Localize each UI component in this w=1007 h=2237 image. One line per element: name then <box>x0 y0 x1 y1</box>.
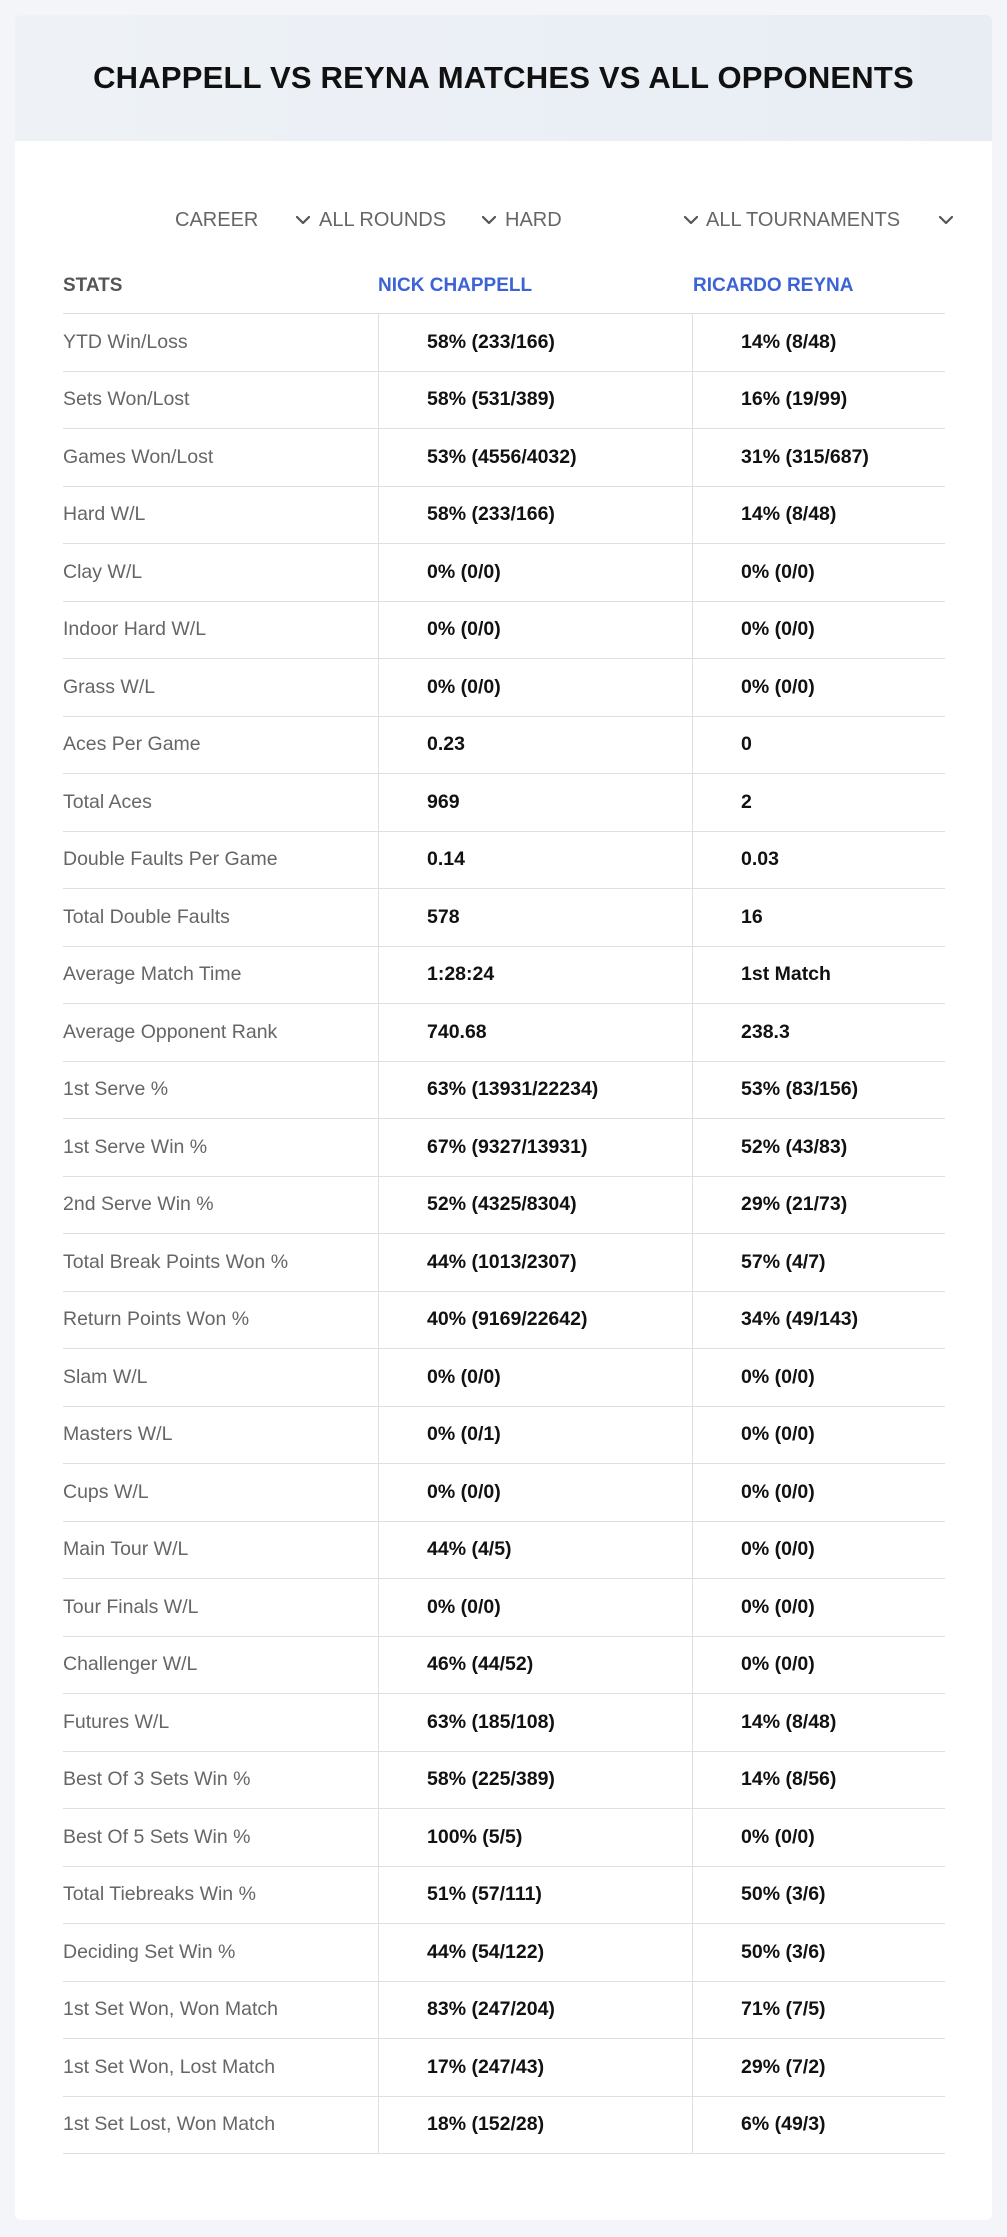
table-row <box>63 1982 945 2040</box>
player2-value: 238.3 <box>692 1004 945 1061</box>
player2-value: 6% (49/3) <box>692 2097 945 2154</box>
table-row <box>63 1752 945 1810</box>
player1-value: 58% (233/166) <box>378 314 692 371</box>
player1-value: 63% (185/108) <box>378 1694 692 1751</box>
stat-label: Best Of 5 Sets Win % <box>63 1825 251 1848</box>
stat-label: Masters W/L <box>63 1423 173 1446</box>
stat-label: YTD Win/Loss <box>63 330 188 353</box>
stat-label: 1st Set Won, Lost Match <box>63 2055 276 2078</box>
player2-value: 14% (8/56) <box>692 1752 945 1809</box>
stat-label: Return Points Won % <box>63 1308 250 1331</box>
player2-value: 34% (49/143) <box>692 1292 945 1349</box>
tournaments-select[interactable] <box>706 202 956 238</box>
stat-label: 1st Serve % <box>63 1078 169 1101</box>
stat-label: Sets Won/Lost <box>63 388 190 411</box>
player2-value: 0% (0/0) <box>692 1407 945 1464</box>
stat-label: Main Tour W/L <box>63 1538 189 1561</box>
table-row <box>63 602 945 660</box>
stat-label: 1st Serve Win % <box>63 1135 208 1158</box>
tournaments-select-value: ALL TOURNAMENTS <box>706 208 901 231</box>
header-player2-link[interactable]: RICARDO REYNA <box>693 274 854 296</box>
player1-value: 0% (0/0) <box>378 659 692 716</box>
stat-label: 1st Set Lost, Won Match <box>63 2113 276 2136</box>
player2-value: 0 <box>692 717 945 774</box>
stat-label: Best Of 3 Sets Win % <box>63 1768 251 1791</box>
stat-label: Futures W/L <box>63 1710 170 1733</box>
player1-value: 51% (57/111) <box>378 1867 692 1924</box>
table-row <box>63 1234 945 1292</box>
table-row <box>63 774 945 832</box>
player2-value: 0% (0/0) <box>692 1349 945 1406</box>
rounds-select-value: ALL ROUNDS <box>319 208 447 231</box>
player2-value: 50% (3/6) <box>692 1867 945 1924</box>
table-row <box>63 372 945 430</box>
table-row <box>63 1349 945 1407</box>
surface-select-value: HARD <box>505 208 562 231</box>
stat-label: Average Opponent Rank <box>63 1020 278 1043</box>
player2-value: 53% (83/156) <box>692 1062 945 1119</box>
table-row <box>63 429 945 487</box>
player2-value: 0% (0/0) <box>692 1522 945 1579</box>
player2-value: 14% (8/48) <box>692 314 945 371</box>
player1-value: 44% (4/5) <box>378 1522 692 1579</box>
stat-label: Total Tiebreaks Win % <box>63 1883 256 1906</box>
table-row <box>63 1809 945 1867</box>
player1-value: 83% (247/204) <box>378 1982 692 2039</box>
player1-value: 17% (247/43) <box>378 2039 692 2096</box>
table-row <box>63 832 945 890</box>
stat-label: Total Double Faults <box>63 905 230 928</box>
table-row <box>63 487 945 545</box>
stat-label: 2nd Serve Win % <box>63 1193 214 1216</box>
stat-label: Hard W/L <box>63 503 146 526</box>
filter-bar <box>15 190 992 250</box>
table-row <box>63 1924 945 1982</box>
table-row <box>63 2097 945 2155</box>
table-row <box>63 1407 945 1465</box>
player1-value: 969 <box>378 774 692 831</box>
table-row <box>63 314 945 372</box>
player2-value: 31% (315/687) <box>692 429 945 486</box>
stat-label: Average Match Time <box>63 963 242 986</box>
player1-value: 1:28:24 <box>378 947 692 1004</box>
player2-value: 0% (0/0) <box>692 1637 945 1694</box>
player2-value: 57% (4/7) <box>692 1234 945 1291</box>
stat-label: Games Won/Lost <box>63 445 214 468</box>
rounds-select[interactable] <box>319 202 499 238</box>
player1-value: 0.23 <box>378 717 692 774</box>
player2-value: 0% (0/0) <box>692 1809 945 1866</box>
stat-label: 1st Set Won, Won Match <box>63 1998 278 2021</box>
table-row <box>63 1694 945 1752</box>
table-row <box>63 659 945 717</box>
player2-value: 1st Match <box>692 947 945 1004</box>
player2-value: 16 <box>692 889 945 946</box>
table-row <box>63 544 945 602</box>
table-row <box>63 947 945 1005</box>
player2-value: 2 <box>692 774 945 831</box>
player2-value: 29% (7/2) <box>692 2039 945 2096</box>
page-title: CHAPPELL VS REYNA MATCHES VS ALL OPPONENTS <box>93 60 914 95</box>
player1-value: 0.14 <box>378 832 692 889</box>
table-row <box>63 1062 945 1120</box>
player2-value: 14% (8/48) <box>692 1694 945 1751</box>
stat-label: Tour Finals W/L <box>63 1595 199 1618</box>
table-row <box>63 1292 945 1350</box>
player2-value: 29% (21/73) <box>692 1177 945 1234</box>
table-row <box>63 1579 945 1637</box>
chevron-down-icon <box>293 210 313 230</box>
player1-value: 0% (0/0) <box>378 1579 692 1636</box>
table-row <box>63 1119 945 1177</box>
table-row <box>63 717 945 775</box>
table-body <box>63 314 945 2154</box>
chevron-down-icon <box>681 210 701 230</box>
player1-value: 46% (44/52) <box>378 1637 692 1694</box>
player2-value: 0% (0/0) <box>692 1579 945 1636</box>
stat-label: Double Faults Per Game <box>63 848 278 871</box>
period-select-value: CAREER <box>175 208 259 231</box>
player1-value: 740.68 <box>378 1004 692 1061</box>
player1-value: 40% (9169/22642) <box>378 1292 692 1349</box>
player2-value: 0% (0/0) <box>692 544 945 601</box>
period-select[interactable] <box>175 202 313 238</box>
stat-label: Indoor Hard W/L <box>63 618 207 641</box>
player1-value: 0% (0/1) <box>378 1407 692 1464</box>
player2-value: 0.03 <box>692 832 945 889</box>
table-row <box>63 1004 945 1062</box>
player1-value: 53% (4556/4032) <box>378 429 692 486</box>
stat-label: Cups W/L <box>63 1480 149 1503</box>
player2-value: 0% (0/0) <box>692 659 945 716</box>
player2-value: 0% (0/0) <box>692 1464 945 1521</box>
player1-value: 100% (5/5) <box>378 1809 692 1866</box>
player1-value: 578 <box>378 889 692 946</box>
stat-label: Total Break Points Won % <box>63 1250 289 1273</box>
player1-value: 58% (225/389) <box>378 1752 692 1809</box>
player1-value: 67% (9327/13931) <box>378 1119 692 1176</box>
surface-select[interactable] <box>505 202 701 238</box>
player1-value: 52% (4325/8304) <box>378 1177 692 1234</box>
table-row <box>63 1464 945 1522</box>
player2-value: 0% (0/0) <box>692 602 945 659</box>
table-row <box>63 1867 945 1925</box>
table-row <box>63 889 945 947</box>
player1-value: 58% (233/166) <box>378 487 692 544</box>
table-row <box>63 1177 945 1235</box>
player1-value: 0% (0/0) <box>378 602 692 659</box>
chevron-down-icon <box>479 210 499 230</box>
stat-label: Total Aces <box>63 790 152 813</box>
table-row <box>63 1522 945 1580</box>
stats-card <box>15 15 992 2220</box>
stat-label: Grass W/L <box>63 675 156 698</box>
stat-label: Challenger W/L <box>63 1653 198 1676</box>
player1-value: 44% (54/122) <box>378 1924 692 1981</box>
stat-label: Slam W/L <box>63 1365 148 1388</box>
table-row <box>63 1637 945 1695</box>
header-player1-link[interactable]: NICK CHAPPELL <box>378 274 533 296</box>
table-row <box>63 2039 945 2097</box>
stat-label: Aces Per Game <box>63 733 201 756</box>
player2-value: 16% (19/99) <box>692 372 945 429</box>
player1-value: 0% (0/0) <box>378 1464 692 1521</box>
player2-value: 14% (8/48) <box>692 487 945 544</box>
chevron-down-icon <box>936 210 956 230</box>
player1-value: 44% (1013/2307) <box>378 1234 692 1291</box>
table-header <box>63 258 945 314</box>
player2-value: 71% (7/5) <box>692 1982 945 2039</box>
player1-value: 58% (531/389) <box>378 372 692 429</box>
player1-value: 0% (0/0) <box>378 544 692 601</box>
page-header <box>15 15 992 141</box>
player1-value: 0% (0/0) <box>378 1349 692 1406</box>
stat-label: Deciding Set Win % <box>63 1940 236 1963</box>
stat-label: Clay W/L <box>63 560 143 583</box>
player2-value: 52% (43/83) <box>692 1119 945 1176</box>
stats-table <box>63 258 945 2154</box>
player2-value: 50% (3/6) <box>692 1924 945 1981</box>
player1-value: 63% (13931/22234) <box>378 1062 692 1119</box>
header-stats: STATS <box>63 274 123 296</box>
player1-value: 18% (152/28) <box>378 2097 692 2154</box>
